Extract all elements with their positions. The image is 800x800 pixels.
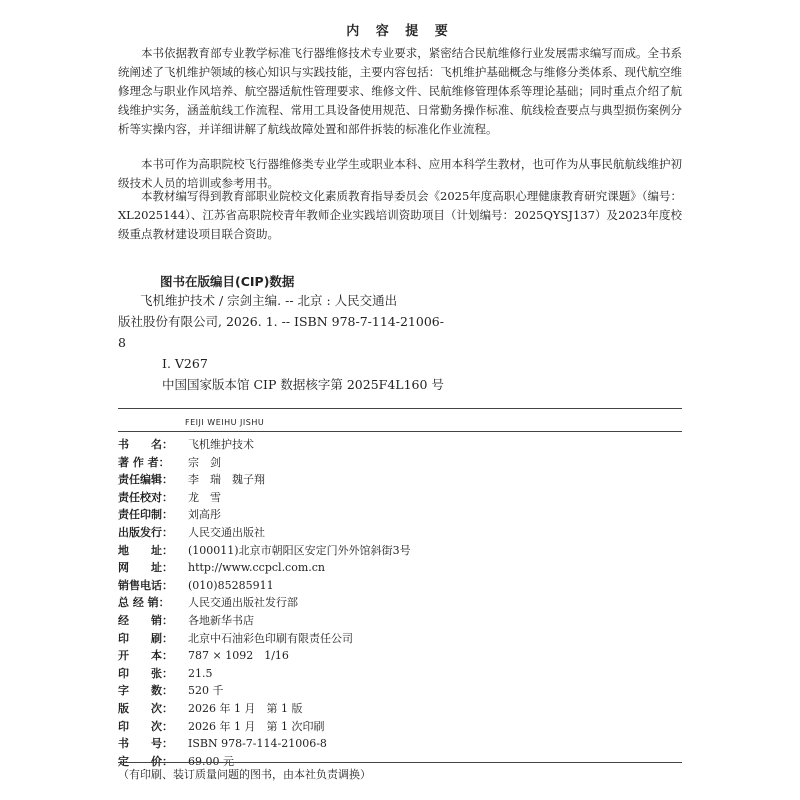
colophon-label: 印 刷： bbox=[118, 631, 173, 645]
colophon-label: 定 价： bbox=[118, 754, 173, 768]
colophon-value: (010)85285911 bbox=[188, 578, 274, 592]
colophon-label: 责任编辑： bbox=[118, 473, 173, 487]
colophon-value: 2026 年 1 月 第 1 版 bbox=[188, 701, 303, 715]
colophon-value: 各地新华书店 bbox=[188, 613, 254, 627]
colophon-label: 字 数： bbox=[118, 684, 173, 698]
colophon-value: 787 × 1092 1/16 bbox=[188, 649, 289, 663]
colophon-label: 书 名： bbox=[118, 438, 173, 451]
colophon-label: 印 次： bbox=[118, 719, 173, 733]
colophon-label: 出版发行： bbox=[118, 525, 173, 539]
colophon-label: 著 作 者： bbox=[118, 455, 170, 469]
colophon-value: 520 千 bbox=[188, 684, 224, 698]
colophon-row bbox=[118, 542, 411, 560]
colophon-label: 销售电话： bbox=[118, 578, 173, 592]
colophon-row bbox=[118, 436, 411, 454]
cip-line-2: 版社股份有限公司, 2026. 1. -- ISBN 978-7-114-21006- bbox=[118, 314, 444, 329]
colophon-value: 飞机维护技术 bbox=[188, 438, 254, 451]
colophon-value: ISBN 978-7-114-21006-8 bbox=[188, 737, 327, 751]
colophon-value: (100011)北京市朝阳区安定门外外馆斜街3号 bbox=[188, 543, 411, 557]
colophon-label: 印 张： bbox=[118, 666, 173, 680]
summary-paragraph-2: 本书可作为高职院校飞行器维修类专业学生或职业本科、应用本科学生教材，也可作为从事民航航线维护初级技术人员的培训或参考用书。 bbox=[118, 157, 682, 190]
divider-top bbox=[118, 408, 682, 409]
colophon-row bbox=[118, 594, 411, 612]
colophon-row bbox=[118, 506, 411, 524]
colophon-value: 21.5 bbox=[188, 666, 213, 680]
cip-record bbox=[118, 290, 490, 353]
colophon-value: 宗 剑 bbox=[188, 455, 221, 469]
colophon-label: 总 经 销： bbox=[118, 596, 170, 610]
cip-verification: 中国国家版本馆 CIP 数据核字第 2025F4L160 号 bbox=[162, 377, 444, 392]
colophon bbox=[118, 436, 411, 770]
colophon-label: 版 次： bbox=[118, 701, 173, 715]
colophon-row bbox=[118, 454, 411, 472]
colophon-row bbox=[118, 559, 411, 577]
colophon-label: 书 号： bbox=[118, 737, 173, 751]
quality-note: （有印刷、装订质量问题的图书，由本社负责调换） bbox=[118, 768, 371, 781]
colophon-row bbox=[118, 682, 411, 700]
colophon-value: http://www.ccpcl.com.cn bbox=[188, 561, 326, 575]
colophon-row bbox=[118, 489, 411, 507]
summary-title: 内 容 提 要 bbox=[346, 24, 454, 39]
colophon-value: 69.00 元 bbox=[188, 754, 234, 768]
colophon-label: 网 址： bbox=[118, 561, 173, 575]
summary-paragraph-1: 本书依据教育部专业教学标准飞行器维修技术专业要求，紧密结合民航维修行业发展需求编写而成。全书系统阐述了飞机维护领域的核心知识与实践技能，主要内容包括：飞机维护基础概念与维修分类体系、现代航空维修理念与职业作风培养、航空器适航性管理要求、维修文件、民航维修管理体系等理论基础；同时重点介绍了航线维护实务，涵盖航线工作流程、常用工具设备使用规范、日常勤务操作标准、航线检查要点与典型损伤案例分析等实操内容，并详细讲解了航线故障处置和部件拆装的标准化作业流程。 bbox=[118, 46, 682, 136]
colophon-row bbox=[118, 577, 411, 595]
colophon-value: 龙 雪 bbox=[188, 490, 221, 504]
colophon-value: 2026 年 1 月 第 1 次印刷 bbox=[188, 719, 325, 733]
colophon-value: 北京中石油彩色印刷有限责任公司 bbox=[188, 631, 353, 645]
pinyin-title: FEIJI WEIHU JISHU bbox=[185, 418, 265, 427]
colophon-row bbox=[118, 630, 411, 648]
colophon-value: 人民交通出版社 bbox=[188, 525, 265, 539]
cip-classification: Ⅰ. V267 bbox=[162, 356, 208, 371]
divider-middle bbox=[118, 431, 682, 432]
colophon-label: 责任印制： bbox=[118, 508, 173, 522]
colophon-value: 人民交通出版社发行部 bbox=[188, 596, 298, 610]
colophon-row bbox=[118, 524, 411, 542]
colophon-row bbox=[118, 612, 411, 630]
divider-bottom bbox=[118, 762, 682, 763]
summary-paragraph-3: 本教材编写得到教育部职业院校文化素质教育指导委员会《2025年度高职心理健康教育研究课题》（编号：XL2025144）、江苏省高职院校青年教师企业实践培训资助项目（计划编号：2025QYSJ137）及2023年度校级重点教材建设项目联合资助。 bbox=[118, 189, 683, 241]
colophon-value: 刘高彤 bbox=[188, 508, 221, 522]
cip-line-3: 8 bbox=[118, 335, 126, 350]
cip-heading: 图书在版编目(CIP)数据 bbox=[160, 274, 295, 289]
colophon-row bbox=[118, 471, 411, 489]
colophon-row bbox=[118, 700, 411, 718]
colophon-row bbox=[118, 647, 411, 665]
colophon-row bbox=[118, 718, 411, 736]
colophon-label: 经 销： bbox=[118, 613, 173, 627]
colophon-label: 开 本： bbox=[118, 649, 173, 663]
colophon-row bbox=[118, 665, 411, 683]
colophon-row bbox=[118, 735, 411, 753]
colophon-label: 责任校对： bbox=[118, 490, 173, 504]
cip-line-1: 飞机维护技术 / 宗剑主编. -- 北京 : 人民交通出 bbox=[140, 293, 398, 308]
colophon-value: 李 瑞 魏子翔 bbox=[188, 473, 265, 487]
colophon-label: 地 址： bbox=[118, 543, 173, 557]
